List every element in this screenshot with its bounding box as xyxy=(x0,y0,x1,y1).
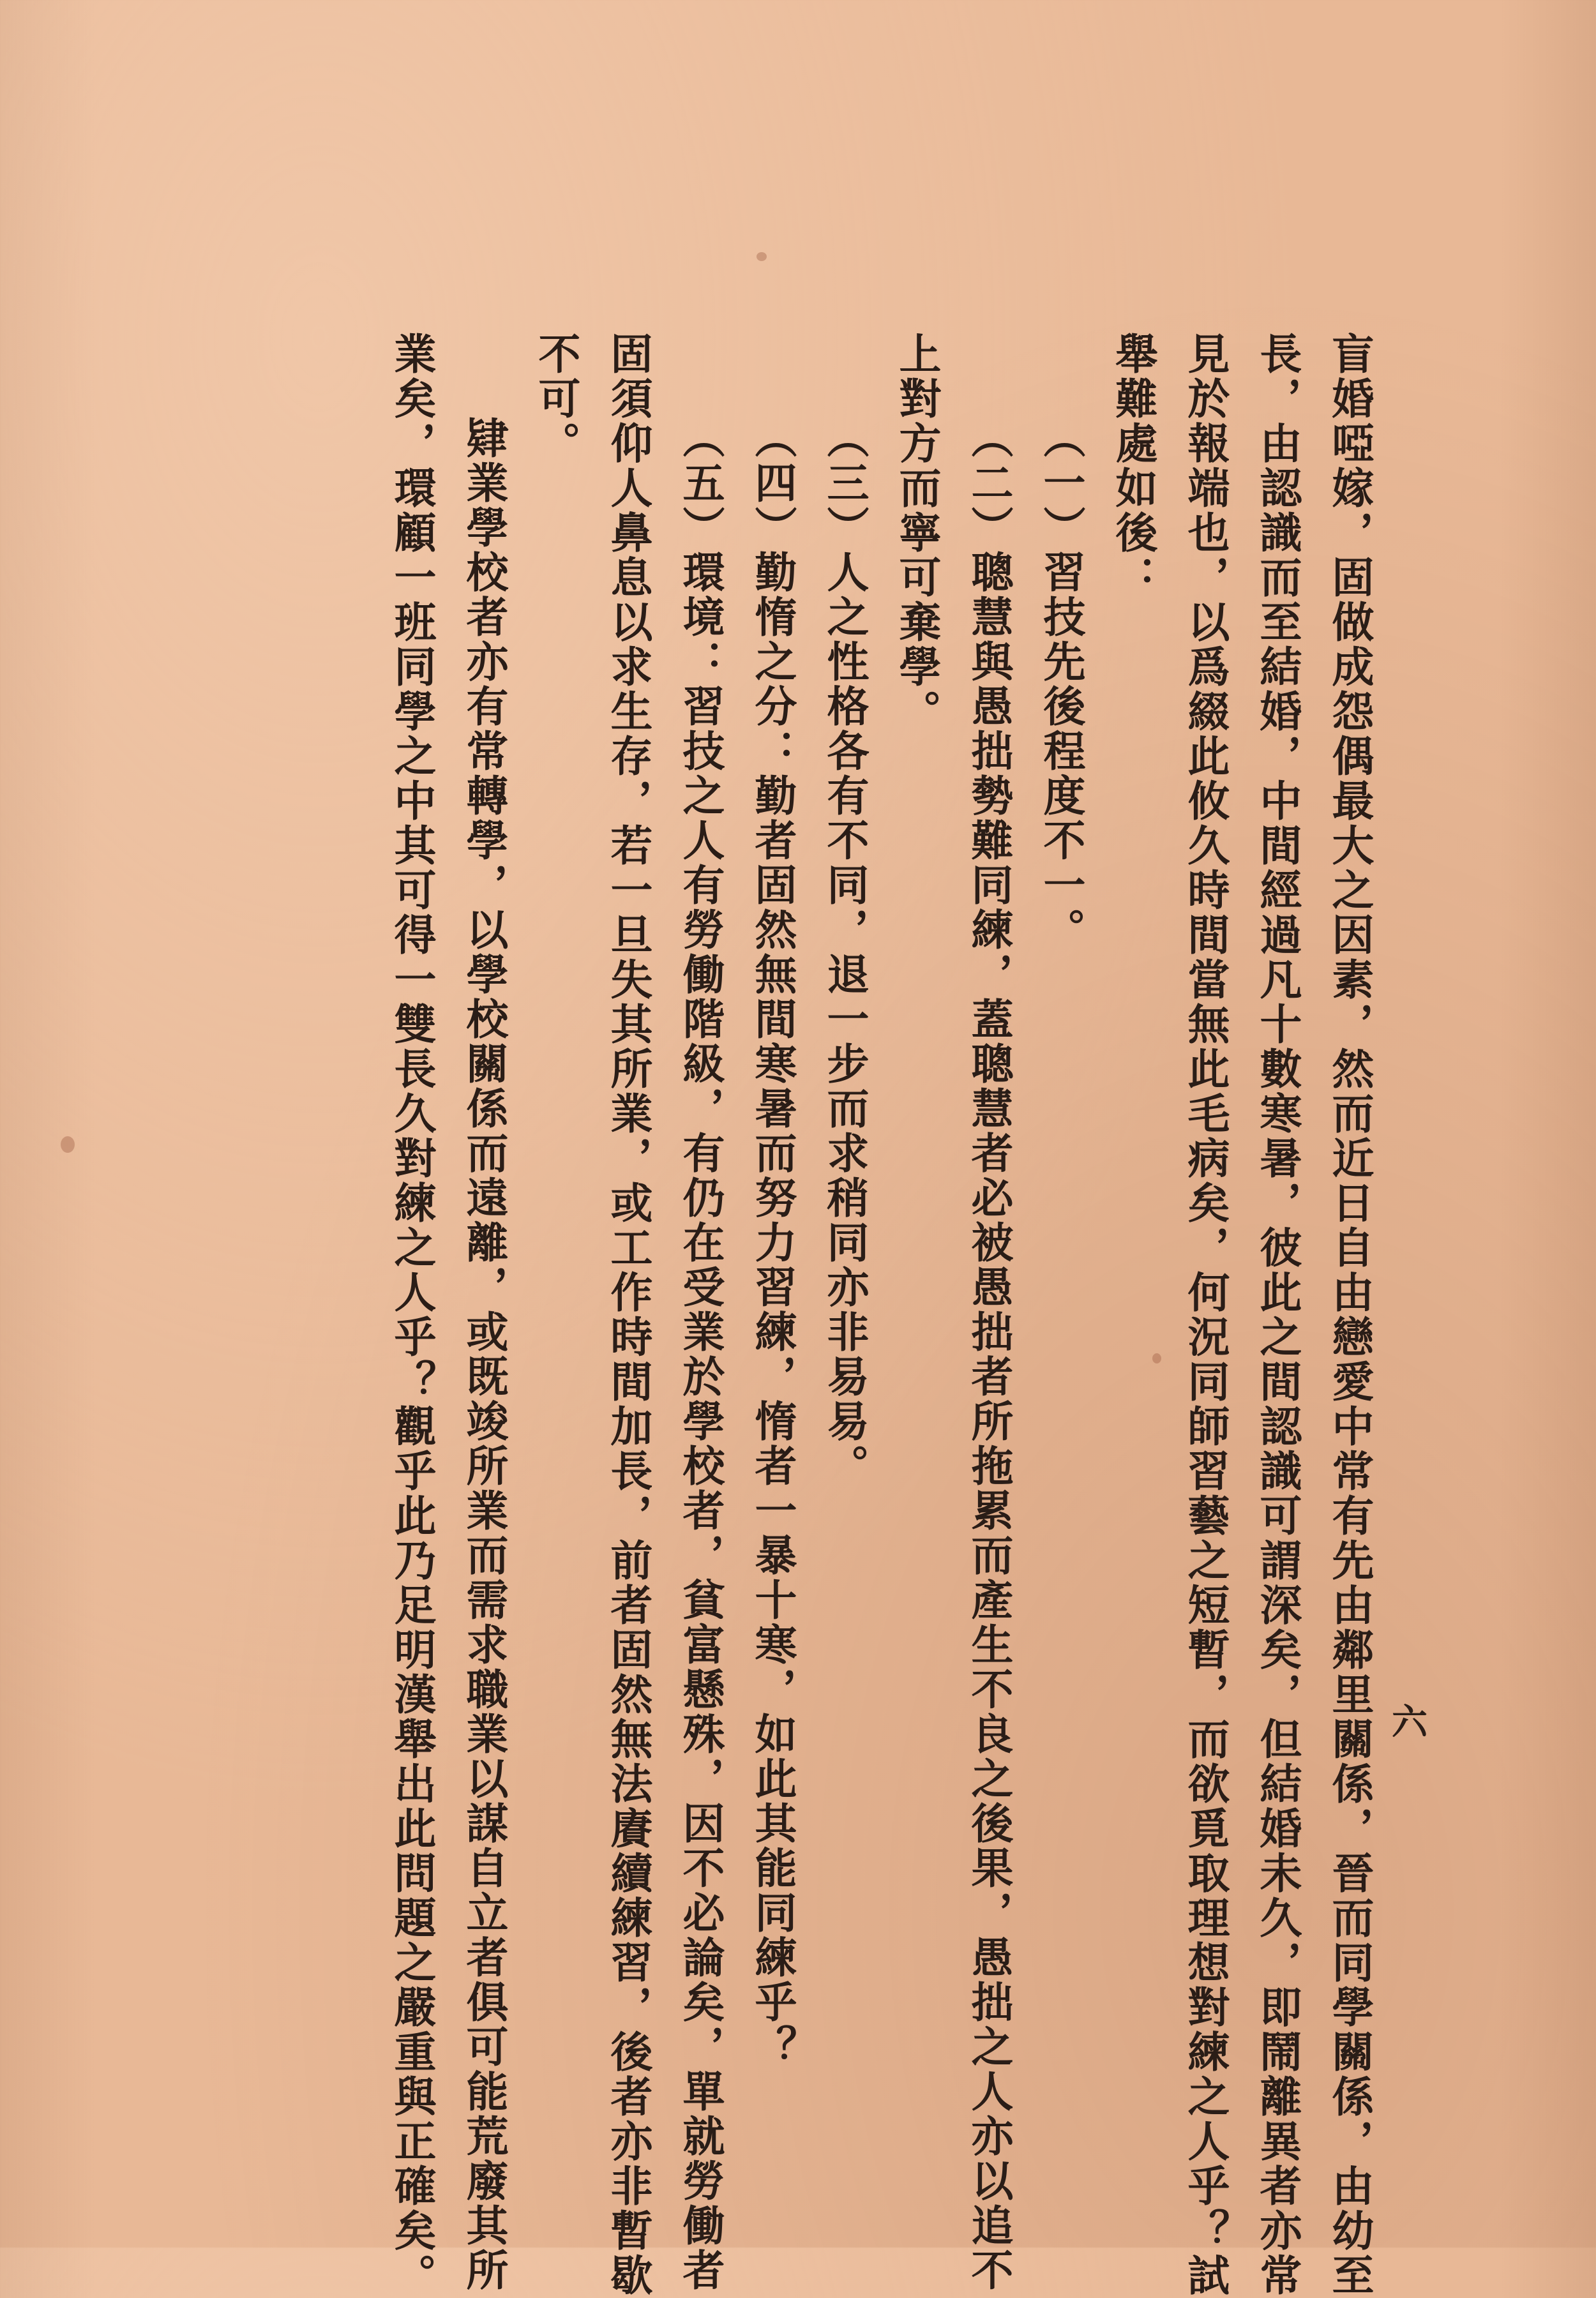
page-number: 六 xyxy=(1392,1701,1427,1743)
text-line: 業矣，環顧一班同學之中其可得一雙長久對練之人乎？觀乎此乃足明漢舉出此問題之嚴重與正確矣。 xyxy=(387,332,437,2298)
paragraph-start: 肄業學校者亦有常轉學，以學校關係而遠離，或既竣所業而需求職業以謀自立者俱可能荒廢其所 xyxy=(459,416,509,2293)
text-line: 見於報端也，以爲綴此攸久時間當無此毛病矣，何況同師習藝之短暫，而欲覓取理想對練之人乎？試 xyxy=(1180,332,1230,2298)
body-text xyxy=(300,332,1385,2298)
text-line: 長，由認識而至結婚，中間經過凡十數寒暑，彼此之間認識可謂深矣，但結婚未久，即鬧離異者亦常 xyxy=(1253,332,1302,2298)
paper-spot xyxy=(757,252,767,261)
text-line: 舉難處如後： xyxy=(1108,332,1158,600)
text-line: 上對方而寧可棄學。 xyxy=(892,332,942,734)
list-item: （五）環境：習技之人有勞働階級，有仍在受業於學校者，貧富懸殊，因不必論矣，單就勞働者 xyxy=(675,416,725,2293)
list-item: （一）習技先後程度不一。 xyxy=(1036,416,1086,952)
list-item: （四）勤惰之分：勤者固然無間寒暑而努力習練，惰者一暴十寒，如此其能同練乎？ xyxy=(748,416,797,2069)
list-item: （二）聰慧與愚拙勢難同練，蓋聰慧者必被愚拙者所拖累而產生不良之後果，愚拙之人亦以追不 xyxy=(964,416,1014,2293)
list-item: （三）人之性格各有不同，退一步而求稍同亦非易易。 xyxy=(820,416,870,1489)
text-line: 不可。 xyxy=(531,332,581,466)
text-line: 盲婚啞嫁，固做成怨偶最大之因素，然而近日自由戀愛中常有先由鄰里關係，晉而同學關係，由幼至 xyxy=(1325,332,1374,2298)
text-line: 固須仰人鼻息以求生存，若一旦失其所業，或工作時間加長，前者固然無法賡續練習，後者亦非暫歇 xyxy=(603,332,653,2298)
paper-spot xyxy=(61,1136,75,1153)
